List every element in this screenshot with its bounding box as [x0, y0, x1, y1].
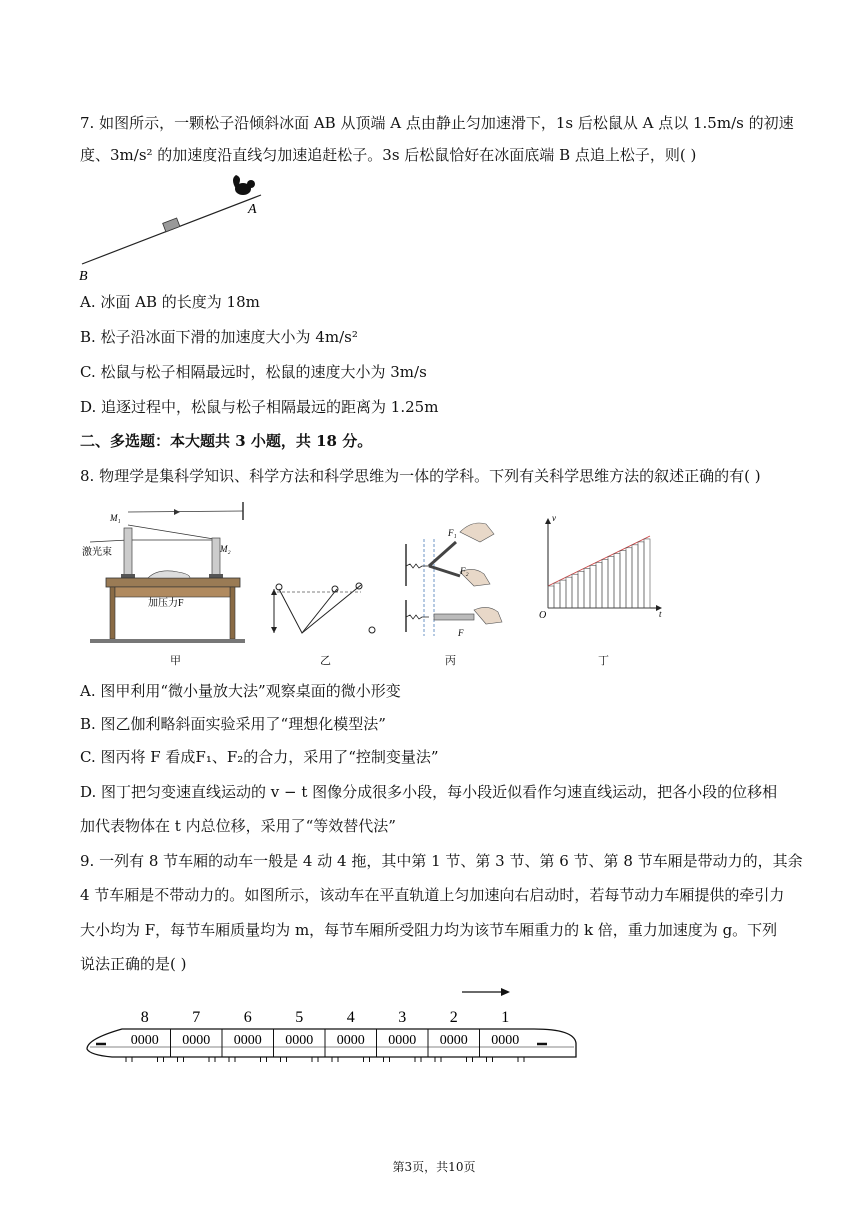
- label-b: B: [79, 269, 88, 284]
- car-windows: 0000: [336, 1033, 365, 1048]
- car-number: 2: [449, 1009, 458, 1026]
- q7-option-a: A. 冰面 AB 的长度为 18m: [80, 293, 260, 311]
- caption-jia: 甲: [170, 654, 181, 667]
- q7-stem-line2: 度、3m/s² 的加速度沿直线匀加速追赶松子。3s 后松鼠恰好在冰面底端 B 点追上松子，则( ): [80, 146, 697, 164]
- caption-ding: 丁: [598, 654, 609, 667]
- car-windows: 0000: [388, 1033, 417, 1048]
- caption-bing: 丙: [445, 654, 456, 667]
- car-windows: 0000: [233, 1033, 262, 1048]
- car-windows: 0000: [491, 1033, 520, 1048]
- car-number: 7: [192, 1009, 201, 1026]
- q9-figure-train: [82, 978, 582, 1073]
- q7-option-b: B. 松子沿冰面下滑的加速度大小为 4m/s²: [80, 328, 358, 346]
- svg-text:F₁: F₁: [448, 528, 457, 538]
- q8-option-b: B. 图乙伽利略斜面实验采用了“理想化模型法”: [80, 715, 386, 733]
- q7-stem-line1: 7. 如图所示，一颗松子沿倾斜冰面 AB 从顶端 A 点由静止匀加速滑下，1s 后松鼠从 A 点以 1.5m/s 的初速: [80, 114, 794, 132]
- svg-text:加压力F: 加压力F: [148, 598, 184, 609]
- svg-text:v: v: [552, 516, 556, 523]
- page-footer: 第3页，共10页: [392, 1160, 476, 1174]
- q8-option-d-line2: 加代表物体在 t 内总位移，采用了“等效替代法”: [80, 817, 396, 835]
- squirrel-icon: [233, 175, 255, 195]
- q8-figure-yi: [265, 575, 395, 640]
- car-number: 8: [140, 1009, 149, 1026]
- car-windows: 0000: [130, 1033, 159, 1048]
- q7-figure-ice-slope: [76, 175, 276, 285]
- car-windows: 0000: [182, 1033, 211, 1048]
- svg-text:t: t: [659, 609, 662, 619]
- q9-stem-line1: 9. 一列有 8 节车厢的动车一般是 4 动 4 拖，其中第 1 节、第 3 节、第 6 节、第 8 节车厢是带动力的，其余: [80, 852, 803, 870]
- q9-stem-line2: 4 节车厢是不带动力的。如图所示，该动车在平直轨道上匀加速向右启动时，若每节动力车厢提供的牵引力: [80, 886, 785, 904]
- caption-yi: 乙: [320, 654, 331, 667]
- svg-text:M₂: M₂: [220, 544, 231, 554]
- section-heading: 二、多选题：本大题共 3 小题，共 18 分。: [80, 432, 373, 450]
- q8-option-d-line1: D. 图丁把匀变速直线运动的 v − t 图像分成很多小段，每小段近似看作匀速直线运动，把各小段的位移相: [80, 783, 778, 801]
- q8-figure-jia: [80, 500, 250, 665]
- car-windows: 0000: [439, 1033, 468, 1048]
- car-windows: 0000: [285, 1033, 314, 1048]
- label-a: A: [248, 202, 257, 217]
- svg-text:F: F: [458, 628, 464, 638]
- q8-option-c: C. 图丙将 F 看成F₁、F₂的合力，采用了“控制变量法”: [80, 748, 439, 766]
- car-number: 6: [243, 1009, 252, 1026]
- svg-text:M₁: M₁: [110, 513, 121, 523]
- svg-text:O: O: [539, 610, 547, 621]
- q8-option-a: A. 图甲利用“微小量放大法”观察桌面的微小形变: [80, 682, 401, 700]
- q9-stem-line4: 说法正确的是( ): [80, 955, 187, 973]
- q8-figure-bing: [400, 514, 515, 644]
- q8-stem: 8. 物理学是集科学知识、科学方法和科学思维为一体的学科。下列有关科学思维方法的叙述正确的有( ): [80, 467, 761, 485]
- car-number: 3: [398, 1009, 407, 1026]
- q9-stem-line3: 大小均为 F，每节车厢质量均为 m，每节车厢所受阻力均为该节车厢重力的 k 倍，重力加速度为 g。下列: [80, 921, 778, 939]
- q7-option-c: C. 松鼠与松子相隔最远时，松鼠的速度大小为 3m/s: [80, 363, 427, 381]
- car-number: 1: [501, 1009, 510, 1026]
- vt-strips: [548, 539, 650, 608]
- q8-figure-ding: [538, 516, 668, 621]
- car-number: 5: [295, 1009, 304, 1026]
- car-number: 4: [346, 1009, 355, 1026]
- q7-option-d: D. 追逐过程中，松鼠与松子相隔最远的距离为 1.25m: [80, 398, 439, 416]
- svg-text:F₂: F₂: [460, 566, 469, 576]
- svg-text:激光束: 激光束: [82, 547, 112, 558]
